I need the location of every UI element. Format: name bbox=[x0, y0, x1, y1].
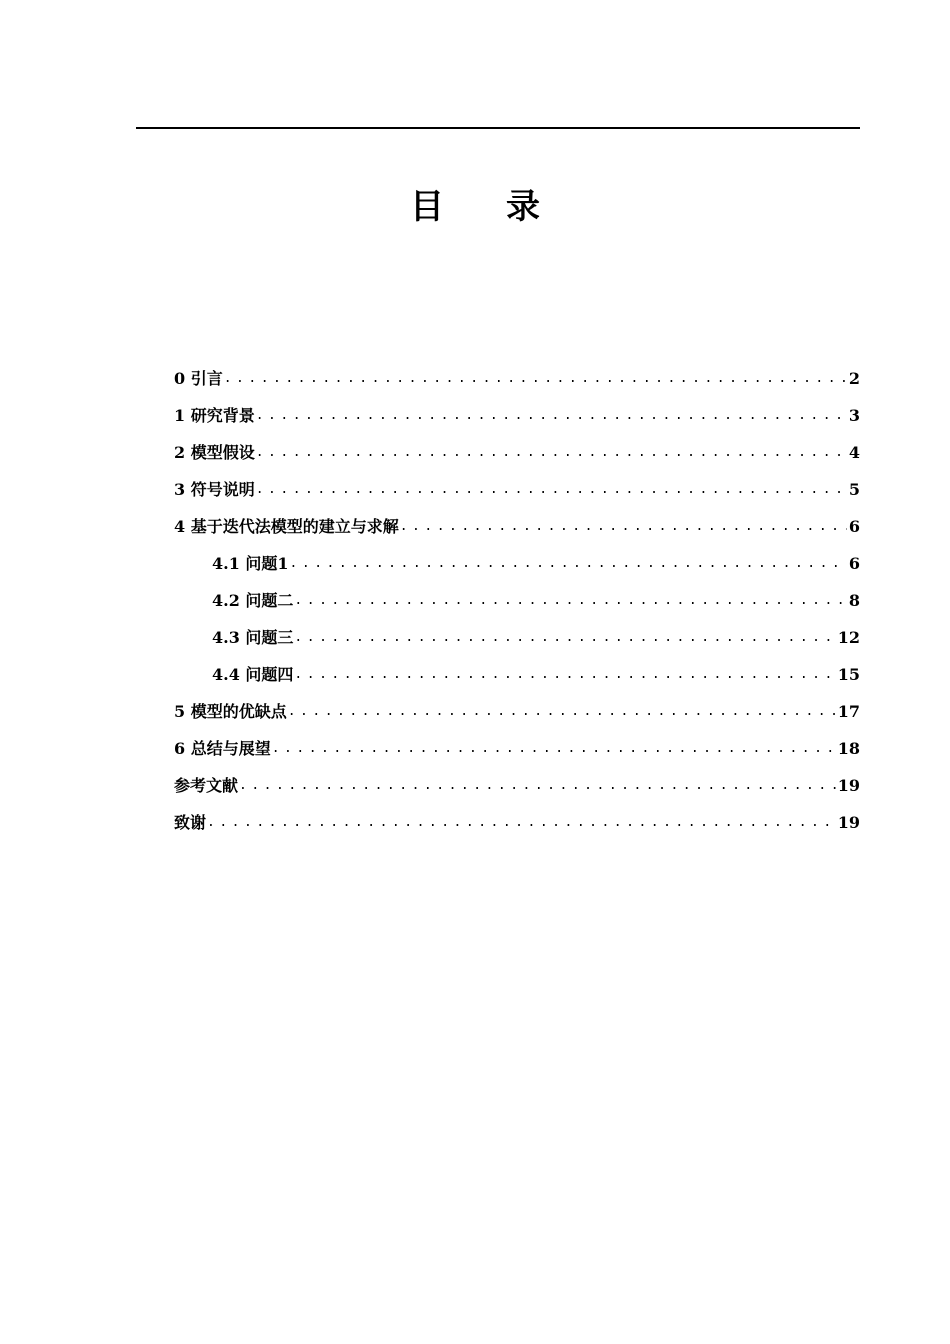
toc-entry-label: 问题三 bbox=[245, 627, 294, 647]
toc-leader-dots bbox=[288, 699, 836, 725]
toc-entry-4-1[interactable] bbox=[174, 545, 860, 582]
toc-leader-dots bbox=[294, 662, 835, 688]
toc-entry-page: 18 bbox=[837, 738, 860, 758]
toc-entry-number: 4.1 bbox=[212, 553, 246, 573]
toc-entry-label: 研究背景 bbox=[190, 405, 255, 425]
toc-entry-page: 4 bbox=[848, 442, 860, 462]
toc-entry-page: 17 bbox=[837, 701, 860, 721]
toc-entry-label: 模型假设 bbox=[190, 442, 255, 462]
toc-entry-label: 符号说明 bbox=[190, 479, 255, 499]
toc-entry-number: 4 bbox=[174, 516, 191, 536]
toc-leader-dots bbox=[272, 736, 836, 762]
toc-entry-references[interactable] bbox=[174, 767, 860, 804]
toc-entry-4-3[interactable] bbox=[174, 619, 860, 656]
toc-entry-number: 0 bbox=[174, 368, 191, 388]
toc-leader-dots bbox=[290, 551, 847, 577]
toc-entry-label: 问题二 bbox=[245, 590, 294, 610]
toc-leader-dots bbox=[256, 477, 847, 503]
toc-entry-acknowledgements[interactable] bbox=[174, 804, 860, 841]
toc-entry-label: 问题四 bbox=[245, 664, 294, 684]
toc-leader-dots bbox=[294, 625, 835, 651]
title-char-left: 目 bbox=[410, 187, 444, 227]
toc-entry-page: 19 bbox=[837, 812, 860, 832]
toc-leader-dots bbox=[256, 403, 847, 429]
toc-entry-number: 6 bbox=[174, 738, 191, 758]
toc-entry-number: 2 bbox=[174, 442, 191, 462]
toc-entry-label: 问题1 bbox=[245, 553, 289, 573]
toc-leader-dots bbox=[239, 773, 836, 799]
toc-entry-5[interactable] bbox=[174, 693, 860, 730]
toc-entry-page: 8 bbox=[848, 590, 860, 610]
toc-entry-label: 致谢 bbox=[174, 812, 207, 832]
toc-entry-page: 5 bbox=[848, 479, 860, 499]
toc-leader-dots bbox=[400, 514, 847, 540]
toc-entry-4-2[interactable] bbox=[174, 582, 860, 619]
header-rule bbox=[136, 127, 860, 129]
toc-entry-4-4[interactable] bbox=[174, 656, 860, 693]
page-title bbox=[0, 183, 950, 231]
toc-entry-1[interactable] bbox=[174, 397, 860, 434]
toc-entry-page: 3 bbox=[848, 405, 860, 425]
toc-entry-number: 4.2 bbox=[212, 590, 246, 610]
toc-entry-0[interactable] bbox=[174, 360, 860, 397]
title-char-right: 录 bbox=[506, 187, 540, 227]
toc-entry-page: 15 bbox=[837, 664, 860, 684]
toc-entry-number: 4.3 bbox=[212, 627, 246, 647]
toc-entry-label: 参考文献 bbox=[174, 775, 239, 795]
toc-entry-page: 2 bbox=[848, 368, 860, 388]
toc-leader-dots bbox=[256, 440, 847, 466]
toc-entry-label: 引言 bbox=[190, 368, 223, 388]
toc-entry-label: 基于迭代法模型的建立与求解 bbox=[190, 516, 399, 536]
toc-entry-page: 19 bbox=[837, 775, 860, 795]
toc-entry-label: 模型的优缺点 bbox=[190, 701, 287, 721]
toc-entry-number: 3 bbox=[174, 479, 191, 499]
toc-leader-dots bbox=[224, 366, 847, 392]
toc-entry-3[interactable] bbox=[174, 471, 860, 508]
toc-entry-page: 6 bbox=[848, 516, 860, 536]
toc-entry-page: 6 bbox=[848, 553, 860, 573]
toc-entry-2[interactable] bbox=[174, 434, 860, 471]
toc-entry-number: 5 bbox=[174, 701, 191, 721]
toc-entry-number: 4.4 bbox=[212, 664, 246, 684]
toc-leader-dots bbox=[207, 810, 836, 836]
toc-entry-number: 1 bbox=[174, 405, 191, 425]
toc-entry-4[interactable] bbox=[174, 508, 860, 545]
toc-leader-dots bbox=[294, 588, 846, 614]
toc-entry-page: 12 bbox=[837, 627, 860, 647]
toc-entry-label: 总结与展望 bbox=[190, 738, 271, 758]
table-of-contents bbox=[174, 360, 860, 841]
toc-entry-6[interactable] bbox=[174, 730, 860, 767]
